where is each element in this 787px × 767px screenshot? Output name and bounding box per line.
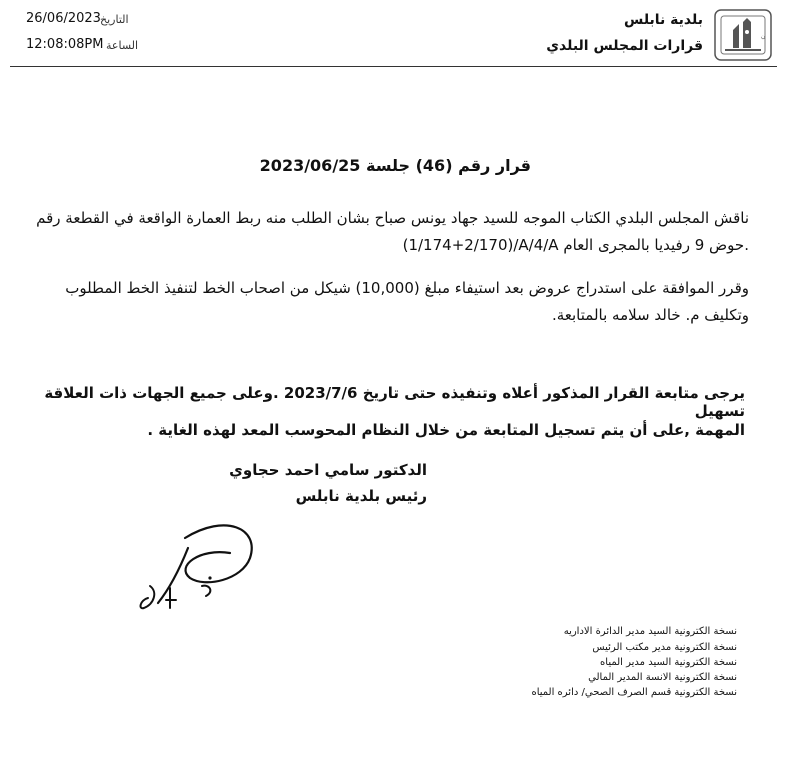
header-divider [10,66,777,67]
svg-text:ن: ن [761,33,766,40]
municipality-logo-icon [713,8,773,62]
municipality-name: بلدية نابلس [624,12,703,28]
paragraph1-line1: ناقش المجلس البلدي الكتاب الموجه للسيد جهاد يونس صباح بشان الطلب منه ربط العمارة الواقعة في القطعة رقم [36,209,749,227]
paragraph1-line2: (1/174+2/170)/A/4/A حوض 9 رفيديا بالمجرى العام. [402,236,749,254]
copy-recipient: نسخة الكترونية الانسة المدير المالي [588,672,737,683]
copy-recipient: نسخة الكترونية قسم الصرف الصحي/ دائره المياه [531,687,737,698]
date-value: 26/06/2023 [26,11,101,26]
follow-up-line2: المهمة ,على أن يتم تسجيل المتابعة من خلال النظام المحوسب المعد لهذه الغاية . [147,421,745,439]
decision-title: قرار رقم (46) جلسة 2023/06/25 [259,156,531,175]
signer-name: الدكتور سامي احمد حجاوي [229,461,427,479]
council-decisions-title: قرارات المجلس البلدي [546,38,703,54]
time-value: 12:08:08PM [26,37,104,52]
copy-recipient: نسخة الكترونية السيد مدير المياه [600,657,737,668]
date-label: التاريخ [100,13,129,26]
copy-recipient: نسخة الكترونية السيد مدير الدائرة الاداريه [563,626,737,637]
signature-image [130,508,290,628]
time-label: الساعة [106,39,139,52]
follow-up-line1: يرجى متابعة القرار المذكور أعلاه وتنفيذه حتى تاريخ 2023/7/6 .وعلى جميع الجهات ذات العلاقة تسهيل [44,384,745,420]
paragraph2-line1: وقرر الموافقة على استدراج عروض بعد استيفاء مبلغ (10,000) شيكل من اصحاب الخط لتنفيذ الخط المطلوب [65,279,749,297]
signer-role: رئيس بلدية نابلس [295,487,427,505]
paragraph2-line2: وتكليف م. خالد سلامه بالمتابعة. [551,306,749,324]
copy-recipient: نسخة الكترونية مدير مكتب الرئيس [592,642,737,653]
